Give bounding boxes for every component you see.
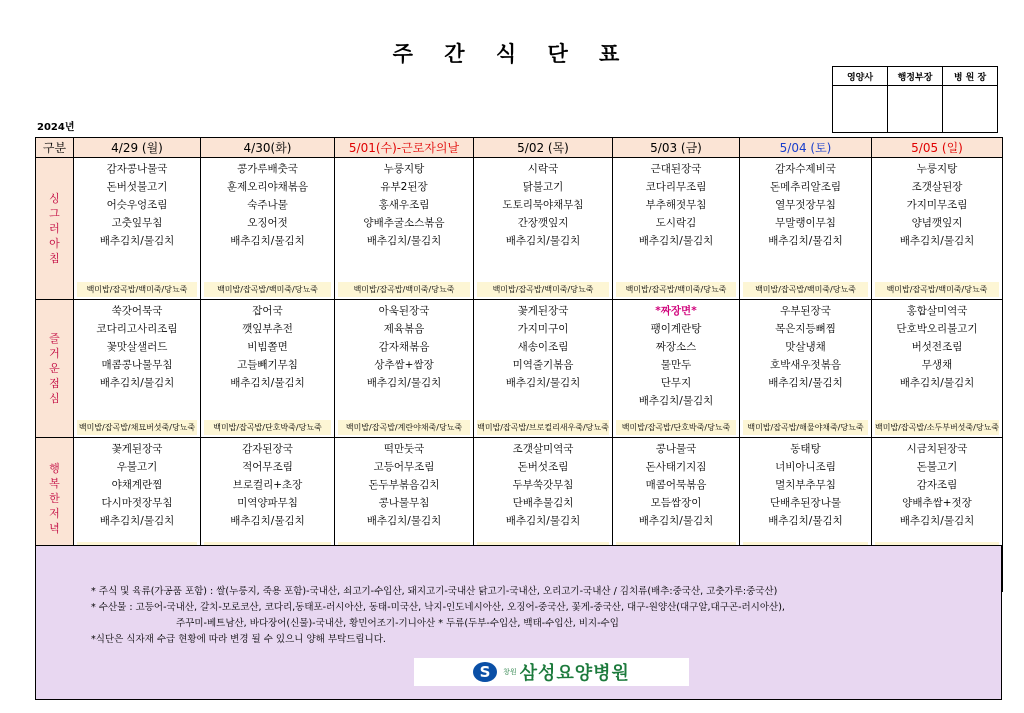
menu-item: 시금치된장국: [906, 443, 968, 455]
menu-item: 근대된장국: [650, 163, 702, 175]
menu-item: 감자콩나물국: [106, 163, 168, 175]
menu-item: 새송이조림: [517, 341, 569, 353]
meal-label-char: 운: [49, 362, 60, 375]
menu-cell: [613, 300, 740, 438]
menu-item: 두부쑥갓무침: [512, 479, 574, 491]
menu-item: 배추김치/물김치: [768, 377, 843, 389]
header-day: 5/04 (토): [740, 138, 872, 158]
menu-item: 꽃맛살샐러드: [106, 341, 168, 353]
meal-label-char: 복: [49, 477, 60, 490]
menu-item: 감자조림: [916, 479, 958, 491]
meal-label-char: 저: [49, 507, 60, 520]
menu-item: 감자수제비국: [775, 163, 836, 175]
menu-item: 숙주나물: [247, 199, 288, 211]
grain-option: 백미밥/잡곡밥/계란야채죽/당뇨죽: [338, 420, 470, 435]
menu-item: 감자채볶음: [378, 341, 430, 353]
note-line-staples: * 주식 및 육류(가공품 포함) : 쌀(누룽지, 죽용 포함)-국내산, 쇠고기-수입산, 돼지고기-국내산 닭고기-국내산, 오리고기-국내산 / 김치류(배추:중국산, 고춧가루:중국산): [91, 586, 778, 597]
menu-item: 짜장소스: [655, 341, 697, 353]
menu-item: 가지미구이: [517, 323, 569, 335]
menu-item: 누룽지탕: [916, 163, 958, 175]
menu-item: 홍새우조림: [378, 199, 430, 211]
menu-item: 쑥갓어묵국: [111, 305, 163, 317]
menu-cell: [335, 438, 474, 560]
menu-cell: [872, 158, 1003, 300]
menu-item: 너비아니조림: [775, 461, 836, 473]
lunch-row: [36, 300, 1003, 438]
note-line-seafood: * 수산물 : 고등어-국내산, 갈치-모로코산, 코다리,동태포-러시아산, 동태-미국산, 낙지-인도네시아산, 오징어-중국산, 꽃게-중국산, 대구-원양산(대구알,대구곤-러시아산),: [91, 602, 785, 613]
menu-cell: [74, 158, 201, 300]
meal-label-char: 러: [49, 222, 60, 235]
menu-item: 배추김치/물김치: [899, 515, 975, 527]
menu-item: 콩나물무침: [378, 497, 430, 509]
grain-option: 백미밥/잡곡밥/백미죽/당뇨죽: [77, 282, 197, 297]
grain-option: 백미밥/잡곡밥/백미죽/당뇨죽: [204, 282, 331, 297]
menu-item: 양배추굴소스볶음: [363, 217, 445, 229]
menu-item: 미역양파무침: [237, 497, 298, 509]
menu-item: 조갯살된장: [911, 181, 963, 193]
hospital-logo: [414, 658, 689, 686]
menu-item: 배추김치/물김치: [768, 515, 843, 527]
menu-item: 돈두부볶음김치: [368, 479, 440, 491]
menu-item: 꽃게된장국: [111, 443, 163, 455]
approval-hospital-director: 병 원 장: [943, 67, 998, 86]
menu-item: 돈버섯조림: [517, 461, 569, 473]
menu-item: 홍합살미역국: [906, 305, 968, 317]
menu-item: 콩나물국: [655, 443, 697, 455]
menu-item: 맛살냉채: [785, 341, 826, 353]
menu-item: 오징어젓: [247, 217, 288, 229]
meal-label: [36, 438, 74, 560]
menu-item: 단호박오리불고기: [896, 323, 978, 335]
menu-cell: [201, 158, 335, 300]
header-day: 5/02 (목): [474, 138, 613, 158]
menu-item: 시락국: [527, 163, 559, 175]
menu-item: 배추김치/물김치: [505, 235, 581, 247]
menu-cell: [474, 438, 613, 560]
menu-item: 매콤어묵볶음: [645, 479, 707, 491]
menu-item: 배추김치/물김치: [638, 395, 714, 407]
grain-option: 백미밥/잡곡밥/채묘버섯죽/당뇨죽: [77, 420, 197, 435]
menu-item: 매콤콩나물무침: [101, 359, 173, 371]
menu-cell: [872, 300, 1003, 438]
menu-item: 콩가루배춧국: [237, 163, 298, 175]
menu-item: 돈사태기지짐: [645, 461, 707, 473]
menu-item: 버섯전조림: [911, 341, 963, 353]
logo-mark-icon: S: [473, 662, 497, 682]
menu-item: 다시마젓장무침: [101, 497, 173, 509]
approval-box: [832, 66, 998, 133]
menu-item: 고등어무조림: [373, 461, 435, 473]
menu-item: 무말랭이무침: [775, 217, 836, 229]
menu-item: 미역줄기볶음: [512, 359, 574, 371]
menu-item: 배추김치/물김치: [99, 515, 175, 527]
menu-item: 돈메추리알조림: [769, 181, 841, 193]
approval-sign-cell: [943, 86, 998, 133]
header-label: 구분: [36, 138, 74, 158]
meal-label-char: 그: [49, 207, 60, 220]
menu-item: 비빔쫄면: [247, 341, 288, 353]
grain-option: 백미밥/잡곡밥/해물야채죽/당뇨죽: [743, 420, 868, 435]
menu-table: [35, 137, 1003, 592]
menu-item: 누룽지탕: [383, 163, 425, 175]
grain-option: 백미밥/잡곡밥/백미죽/당뇨죽: [875, 282, 999, 297]
header-day: 5/01(수)-근로자의날: [335, 138, 474, 158]
grain-option: 백미밥/잡곡밥/백미죽/당뇨죽: [616, 282, 736, 297]
note-line-disclaimer: *식단은 식자재 수급 현황에 따라 변경 될 수 있으니 양해 부탁드립니다.: [91, 634, 386, 645]
menu-item: 멸치부추무침: [775, 479, 836, 491]
meal-label-char: 침: [49, 252, 60, 265]
menu-item: 조갯살미역국: [512, 443, 574, 455]
menu-item: 깻잎부추전: [242, 323, 293, 335]
note-line-seafood-cont: 주꾸미-베트남산, 바다장어(신물)-국내산, 황민어조기-기니아산 * 두류(두부-수입산, 백태-수입산, 비지-수입: [176, 618, 619, 629]
menu-item: 적어무조림: [242, 461, 293, 473]
dinner-row: [36, 438, 1003, 560]
menu-item: 무생채: [921, 359, 953, 371]
menu-item: 꽃게된장국: [517, 305, 569, 317]
logo-small-text: 창원: [503, 668, 517, 676]
grain-option: 백미밥/잡곡밥/백미죽/당뇨죽: [743, 282, 868, 297]
menu-item: 팽이계란탕: [650, 323, 702, 335]
menu-cell: [74, 300, 201, 438]
menu-item: 우부된장국: [780, 305, 831, 317]
meal-label-char: 심: [49, 392, 60, 405]
menu-item: 배추김치/물김치: [230, 515, 305, 527]
menu-item: 단배추된장나물: [769, 497, 841, 509]
approval-nutritionist: 영양사: [833, 67, 888, 86]
menu-item: 양배추쌈+젓장: [902, 497, 972, 509]
meal-label-char: 즐: [49, 332, 60, 345]
menu-item: 어슷우엉조림: [106, 199, 168, 211]
menu-item: 제육볶음: [383, 323, 425, 335]
menu-item: 배추김치/물김치: [366, 377, 442, 389]
menu-item: 야채계란찜: [111, 479, 163, 491]
meal-label: [36, 158, 74, 300]
menu-cell: [872, 438, 1003, 560]
approval-admin-director: 행정부장: [888, 67, 943, 86]
menu-item: 배추김치/물김치: [638, 235, 714, 247]
grain-option: 백미밥/잡곡밥/브로컬리새우죽/당뇨죽: [477, 420, 609, 435]
grain-option: 백미밥/잡곡밥/소두부버섯죽/당뇨죽: [875, 420, 999, 435]
year-label: 2024년: [37, 122, 75, 133]
menu-item: 배추김치/물김치: [768, 235, 843, 247]
meal-label-char: 거: [49, 347, 60, 360]
menu-item: 배추김치/물김치: [899, 377, 975, 389]
menu-cell: [474, 300, 613, 438]
menu-item: 단배추물김치: [512, 497, 574, 509]
header-day: 5/03 (금): [613, 138, 740, 158]
meal-label-char: 한: [49, 492, 60, 505]
meal-label: [36, 300, 74, 438]
menu-item: 배추김치/물김치: [366, 235, 442, 247]
menu-item: 배추김치/물김치: [505, 377, 581, 389]
menu-item: 고들빼기무침: [237, 359, 298, 371]
menu-item: 물만두: [660, 359, 692, 371]
menu-item: 부추해젓무침: [645, 199, 707, 211]
menu-cell: [613, 438, 740, 560]
menu-cell: [201, 300, 335, 438]
menu-item: 잡어국: [252, 305, 283, 317]
menu-item: 배추김치/물김치: [99, 377, 175, 389]
menu-item: 양념깻잎지: [911, 217, 963, 229]
menu-item: 배추김치/물김치: [230, 377, 305, 389]
menu-item: 배추김치/물김치: [99, 235, 175, 247]
header-day: 4/30(화): [201, 138, 335, 158]
menu-item: 훈제오리야채볶음: [226, 181, 309, 193]
menu-item: 브로컬리+초장: [232, 479, 303, 491]
menu-item: 상추쌈+쌈장: [374, 359, 434, 371]
breakfast-row: [36, 158, 1003, 300]
menu-cell: [740, 438, 872, 560]
menu-item: 떡만둣국: [383, 443, 425, 455]
grain-option: 백미밥/잡곡밥/백미죽/당뇨죽: [477, 282, 609, 297]
menu-item: 코다리고사리조림: [96, 323, 178, 335]
grain-option: 백미밥/잡곡밥/백미죽/당뇨죽: [338, 282, 470, 297]
menu-cell: [740, 158, 872, 300]
menu-cell: [740, 300, 872, 438]
menu-item: 아욱된장국: [378, 305, 430, 317]
menu-item: 배추김치/물김치: [638, 515, 714, 527]
menu-item: 닭불고기: [522, 181, 564, 193]
menu-item: 목은지등뼈찜: [775, 323, 836, 335]
menu-item: 도토리묵야채무침: [502, 199, 584, 211]
menu-cell: [335, 300, 474, 438]
menu-cell: [613, 158, 740, 300]
header-row: [36, 138, 1003, 158]
meal-label-char: 아: [49, 237, 60, 250]
menu-item: 도시락김: [655, 217, 697, 229]
notes-panel: [35, 545, 1002, 700]
menu-item: 동태탕: [790, 443, 821, 455]
menu-item: 열무젓장무침: [775, 199, 836, 211]
menu-item: 단무지: [660, 377, 692, 389]
menu-cell: [474, 158, 613, 300]
menu-cell: [201, 438, 335, 560]
approval-sign-cell: [888, 86, 943, 133]
menu-item: 간장깻잎지: [517, 217, 569, 229]
menu-item: 돈불고기: [916, 461, 958, 473]
menu-item: 가지미무조림: [906, 199, 968, 211]
menu-item: 배추김치/물김치: [366, 515, 442, 527]
menu-cell: [335, 158, 474, 300]
menu-item: 유부2된장: [380, 181, 428, 193]
menu-item: 코다리무조림: [645, 181, 707, 193]
meal-label-char: 점: [49, 377, 60, 390]
grain-option: 백미밥/잡곡밥/단호박죽/당뇨죽: [204, 420, 331, 435]
menu-item: *짜장면*: [655, 305, 697, 317]
meal-label-char: 행: [49, 462, 60, 475]
menu-item: 모듬쌈장이: [650, 497, 702, 509]
menu-item: 호박새우젓볶음: [769, 359, 841, 371]
menu-cell: [74, 438, 201, 560]
grain-option: 백미밥/잡곡밥/단호박죽/당뇨죽: [616, 420, 736, 435]
header-day: 5/05 (일): [872, 138, 1003, 158]
meal-label-char: 싱: [49, 192, 60, 205]
meal-label-char: 녁: [49, 522, 60, 535]
menu-item: 감자된장국: [242, 443, 293, 455]
logo-hospital-name: 삼성요양병원: [519, 663, 630, 684]
menu-item: 고춧잎무침: [111, 217, 163, 229]
approval-sign-cell: [833, 86, 888, 133]
menu-item: 배추김치/물김치: [899, 235, 975, 247]
menu-item: 배추김치/물김치: [505, 515, 581, 527]
menu-item: 돈버섯불고기: [106, 181, 168, 193]
menu-item: 배추김치/물김치: [230, 235, 305, 247]
header-day: 4/29 (월): [74, 138, 201, 158]
page-title: 주 간 식 단 표: [392, 42, 632, 66]
menu-item: 우불고기: [116, 461, 158, 473]
